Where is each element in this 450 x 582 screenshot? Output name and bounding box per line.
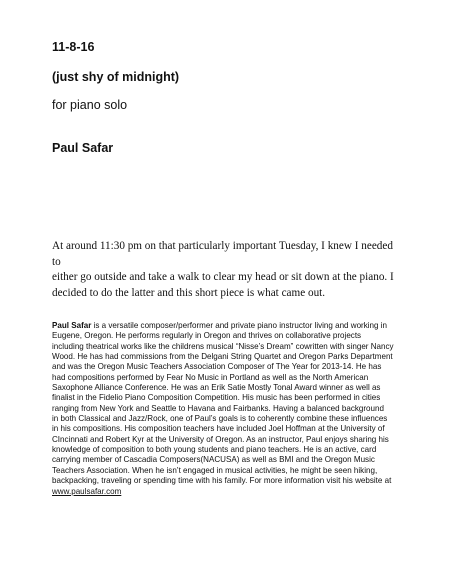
- bio-line: and was the Oregon Music Teachers Association Composer of The Year for 2013-14. He has: [52, 362, 382, 372]
- program-note: [52, 239, 402, 301]
- bio-line: knowledge of composition to both young students and piano teachers. He is an active, card: [52, 445, 377, 455]
- bio-line: Teachers Association. When he isn’t engaged in musical activities, he might be seen hiking,: [52, 465, 378, 475]
- bio-line: Wood. He has had commissions from the Delgani String Quartet and Oregon Parks Department: [52, 352, 393, 362]
- bio-first-line: is a versatile composer/performer and private piano instructor living and working in: [91, 321, 387, 330]
- bio-line: finalist in the Fidelio Piano Composition Competition. His music has been performed in cities: [52, 393, 381, 403]
- date-title: 11-8-16: [52, 40, 95, 54]
- bio-line: in his compositions. His composition teachers have included Joel Hoffman at the University of: [52, 424, 385, 434]
- bio-name: Paul Safar: [52, 321, 92, 330]
- website-link[interactable]: www.paulsafar.com: [52, 486, 122, 496]
- bio-line: Eugene, Oregon. He performs regularly in Oregon and thrives on collaborative projects: [52, 331, 362, 341]
- instrumentation: for piano solo: [52, 98, 128, 112]
- piece-subtitle: (just shy of midnight): [52, 70, 180, 84]
- bio-line: Saxophone Alliance Conference. He was an Erik Satie Mostly Tonal Award winner as well as: [52, 383, 381, 393]
- bio-line: had compositions performed by Fear No Music in Portland as well as the North American: [52, 372, 369, 382]
- bio-website-line: [52, 487, 402, 497]
- program-note-line: At around 11:30 pm on that particularly important Tuesday, I knew I needed to: [52, 240, 393, 268]
- composer-name: Paul Safar: [52, 141, 114, 155]
- program-note-line: either go outside and take a walk to clear my head or sit down at the piano. I: [52, 271, 394, 283]
- bio-line: [52, 321, 402, 331]
- bio-line: ranging from New York and Seattle to Havana and Fairbanks. Having a balanced background: [52, 403, 384, 413]
- bio-line: in both Classical and Jazz/Rock, one of Paul’s goals is to coherently combine these influences: [52, 414, 388, 424]
- bio-line: carrying member of Cascadia Composers(NACUSA) as well as BMI and the Oregon Music: [52, 455, 375, 465]
- bio-line: backpacking, traveling or spending time with his family. For more information visit his website at: [52, 476, 392, 486]
- bio-line: including theatrical works like the childrens musical “Nisse’s Dream” cowritten with singer Nancy: [52, 341, 394, 351]
- bio-line: CIncinnati and Robert Kyr at the University of Oregon. As an instructor, Paul enjoys sharing his: [52, 434, 389, 444]
- composer-bio: [52, 321, 402, 497]
- program-note-line: decided to do the latter and this short piece is what came out.: [52, 286, 326, 299]
